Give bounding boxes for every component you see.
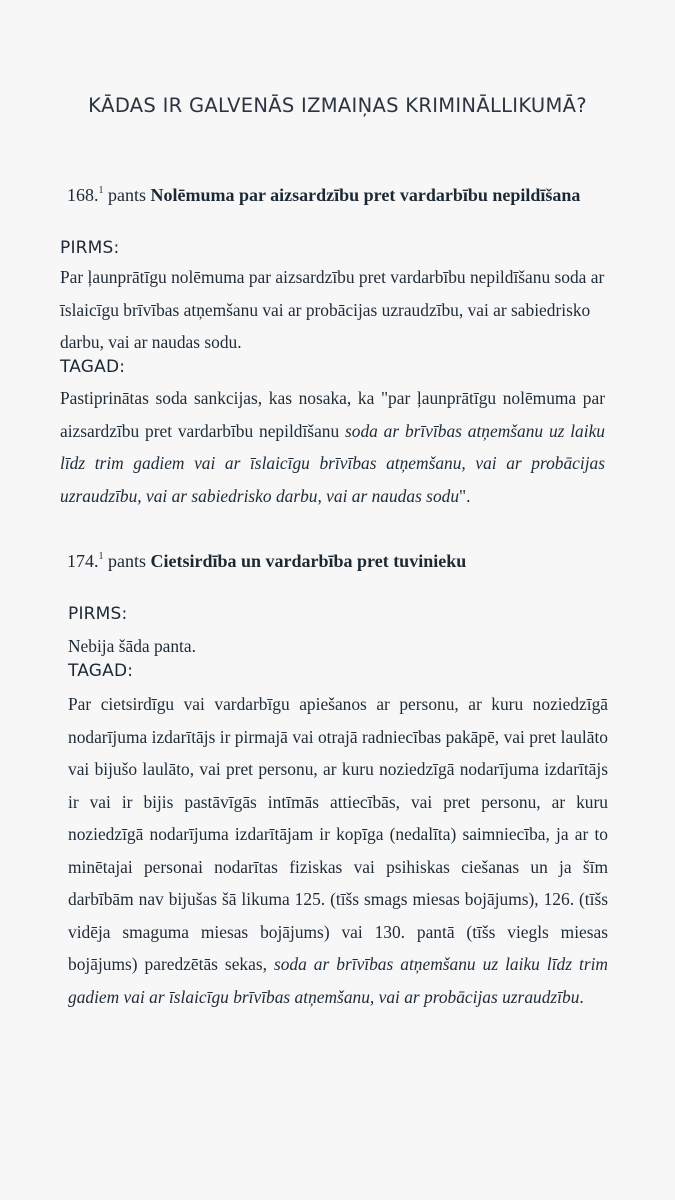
article-superscript: 1 [98,551,104,562]
article-number: 168. [67,185,99,205]
after-text-plain: Pastiprinātas soda sankcijas, kas nosaka, ka "par ļaunprātīgu nolēmuma par aizsardzību pret vardarbību nepildīšanu [60,388,605,441]
page-title: KĀDAS IR GALVENĀS IZMAIŅAS KRIMINĀLLIKUMĀ? [88,94,587,117]
after-text-plain: Par cietsirdīgu vai vardarbīgu apiešanos ar personu, ar kuru noziedzīgā nodarījuma izdarītājs ir pirmajā vai otrajā radniecības pakāpē, vai pret laulāto vai bijušo laulāto, vai pret personu, ar kuru noziedzīgā nodarījuma izdarītājs ir vai ir bijis pastāvīgās intīmās attiecībās, vai pret personu, ar kuru noziedzīgā nodarījuma izdarītājam ir kopīga (nedalīta) saimniecība, ja ar to minētajai personai nodarītas fiziskas vai psihiskas ciešanas un ja šīm darbībām nav bijušas šā likuma 125. (tīšs smags miesas bojājums), 126. (tīšs vidēja smaguma miesas bojājums) vai 130. pantā (tīšs viegls miesas bojājums) paredzētās sekas, [68,694,608,974]
after-text-end: ". [459,485,471,506]
after-label: TAGAD: [60,357,126,377]
article-title: Nolēmuma par aizsardzību pret vardarbību nepildīšana [150,185,581,205]
article-title: Cietsirdība un vardarbība pret tuvinieku [150,551,467,571]
before-text: Nebija šāda panta. [68,636,196,656]
article-word: pants [103,551,151,571]
after-text-italic: soda ar brīvības atņemšanu uz laiku līdz trim gadiem vai ar īslaicīgu brīvības atņemšanu, vai ar probācijas uzraudzību [68,954,608,1007]
article-word: pants [103,185,151,205]
after-text-italic: soda ar brīvības atņemšanu uz laiku līdz trim gadiem vai ar īslaicīgu brīvības atņemšanu, vai ar probācijas uzraudzību, vai ar sabiedrisko darbu, vai ar naudas sodu [60,420,605,506]
before-label: PIRMS: [60,238,120,258]
article-superscript: 1 [98,185,104,196]
after-label: TAGAD: [68,661,134,681]
article-heading-168 [67,180,580,206]
before-text: Par ļaunprātīgu nolēmuma par aizsardzību pret vardarbību nepildīšanu soda ar īslaicīgu brīvības atņemšanu vai ar probācijas uzraudzību, vai ar sabiedrisko darbu, vai ar naudas sodu. [60,267,605,352]
after-text [68,688,608,1013]
after-text [60,382,605,512]
article-number: 174. [67,551,99,571]
article-heading-174 [67,546,466,572]
after-text-end: . [579,986,584,1007]
before-label: PIRMS: [68,604,128,624]
